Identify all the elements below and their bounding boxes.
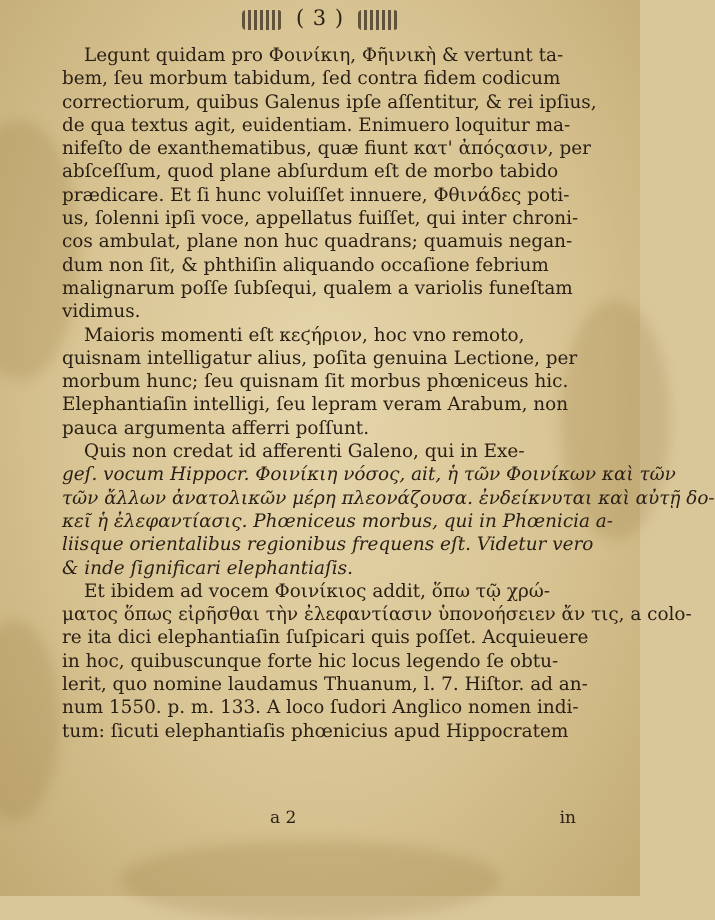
text-line: nifeſto de exanthematibus, quæ fiunt κατ' ἀπόςασιν, per: [62, 138, 591, 160]
page-footer: [62, 806, 582, 830]
text-line: prædicare. Et ſi hunc voluiſſet innuere, Φθινάδες poti-: [62, 184, 570, 206]
catchword: in: [559, 808, 576, 828]
text-line: malignarum poſſe ſubſequi, qualem a variolis funeſtam: [62, 277, 573, 299]
ornament-icon: [358, 10, 398, 30]
text-line: Elephantiaſin intelligi, ſeu lepram veram Arabum, non: [62, 394, 569, 416]
text-line: Maioris momenti eſt κεϛήριον, hoc vno remoto,: [84, 324, 525, 346]
paper-stain: [0, 620, 60, 820]
text-line: ματος ὅπως εἰρῆσθαι τὴν ἐλεφαντίασιν ὑπονοήσειεν ἄν τις, a colo-: [62, 604, 692, 626]
page-header: [0, 6, 640, 30]
text-line: geſ. vocum Hippocr. Φοινίκιη νόσος, ait, ἡ τῶν Φοινίκων καὶ τῶν: [62, 464, 676, 486]
text-line: abſceſſum, quod plane abſurdum eſt de morbo tabido: [62, 161, 559, 183]
text-line: correctiorum, quibus Galenus ipſe aſſentitur, & rei ipſius,: [62, 91, 597, 113]
text-line: us, ſolenni ipſi voce, appellatus fuiſſet, qui inter chroni-: [62, 208, 579, 230]
text-line: morbum hunc; ſeu quisnam ſit morbus phœniceus hic.: [62, 371, 569, 393]
text-line: vidimus.: [62, 301, 141, 323]
text-line: in hoc, quibuscunque forte hic locus legendo ſe obtu-: [62, 650, 559, 672]
page-number: ( 3 ): [295, 6, 345, 30]
text-line: bem, ſeu morbum tabidum, ſed contra fidem codicum: [62, 68, 561, 90]
text-line: τῶν ἄλλων ἀνατολικῶν μέρη πλεονάζουσα. ἐνδείκνυται καὶ αὐτῇ δο-: [62, 487, 715, 509]
text-line: liisque orientalibus regionibus frequens eſt. Videtur vero: [62, 534, 594, 556]
text-line: lerit, quo nomine laudamus Thuanum, l. 7. Hiſtor. ad an-: [62, 674, 588, 696]
body-text: [62, 44, 715, 743]
text-line: & inde ſignificari elephantiaſis.: [62, 557, 353, 579]
text-line: Et ibidem ad vocem Φοινίκιος addit, ὅπω τῷ χρώ-: [84, 580, 550, 602]
text-line: κεῖ ἡ ἐλεφαντίασις. Phœniceus morbus, qui in Phœnicia a-: [62, 510, 613, 532]
text-line: cos ambulat, plane non huc quadrans; quamuis negan-: [62, 231, 573, 253]
text-line: de qua textus agit, euidentiam. Enimuero loquitur ma-: [62, 114, 571, 136]
signature-mark: a 2: [270, 808, 297, 828]
text-line: re ita dici elephantiaſin ſuſpicari quis poſſet. Acquieuere: [62, 627, 589, 649]
text-line: quisnam intelligatur alius, poſita genuina Lectione, per: [62, 347, 578, 369]
text-line: dum non ſit, & phthiſin aliquando occaſione febrium: [62, 254, 549, 276]
text-line: Quis non credat id afferenti Galeno, qui in Exe-: [84, 441, 525, 463]
text-line: pauca argumenta afferri poſſunt.: [62, 417, 370, 439]
text-line: tum: ſicuti elephantiaſis phœnicius apud Hippocratem: [62, 720, 569, 742]
text-line: num 1550. p. m. 133. A loco ſudori Anglico nomen indi-: [62, 697, 579, 719]
text-line: Legunt quidam pro Φοινίκιη, Φῆινικὴ & vertunt ta-: [84, 45, 564, 66]
paper-stain: [120, 840, 500, 920]
ornament-icon: [242, 10, 282, 30]
